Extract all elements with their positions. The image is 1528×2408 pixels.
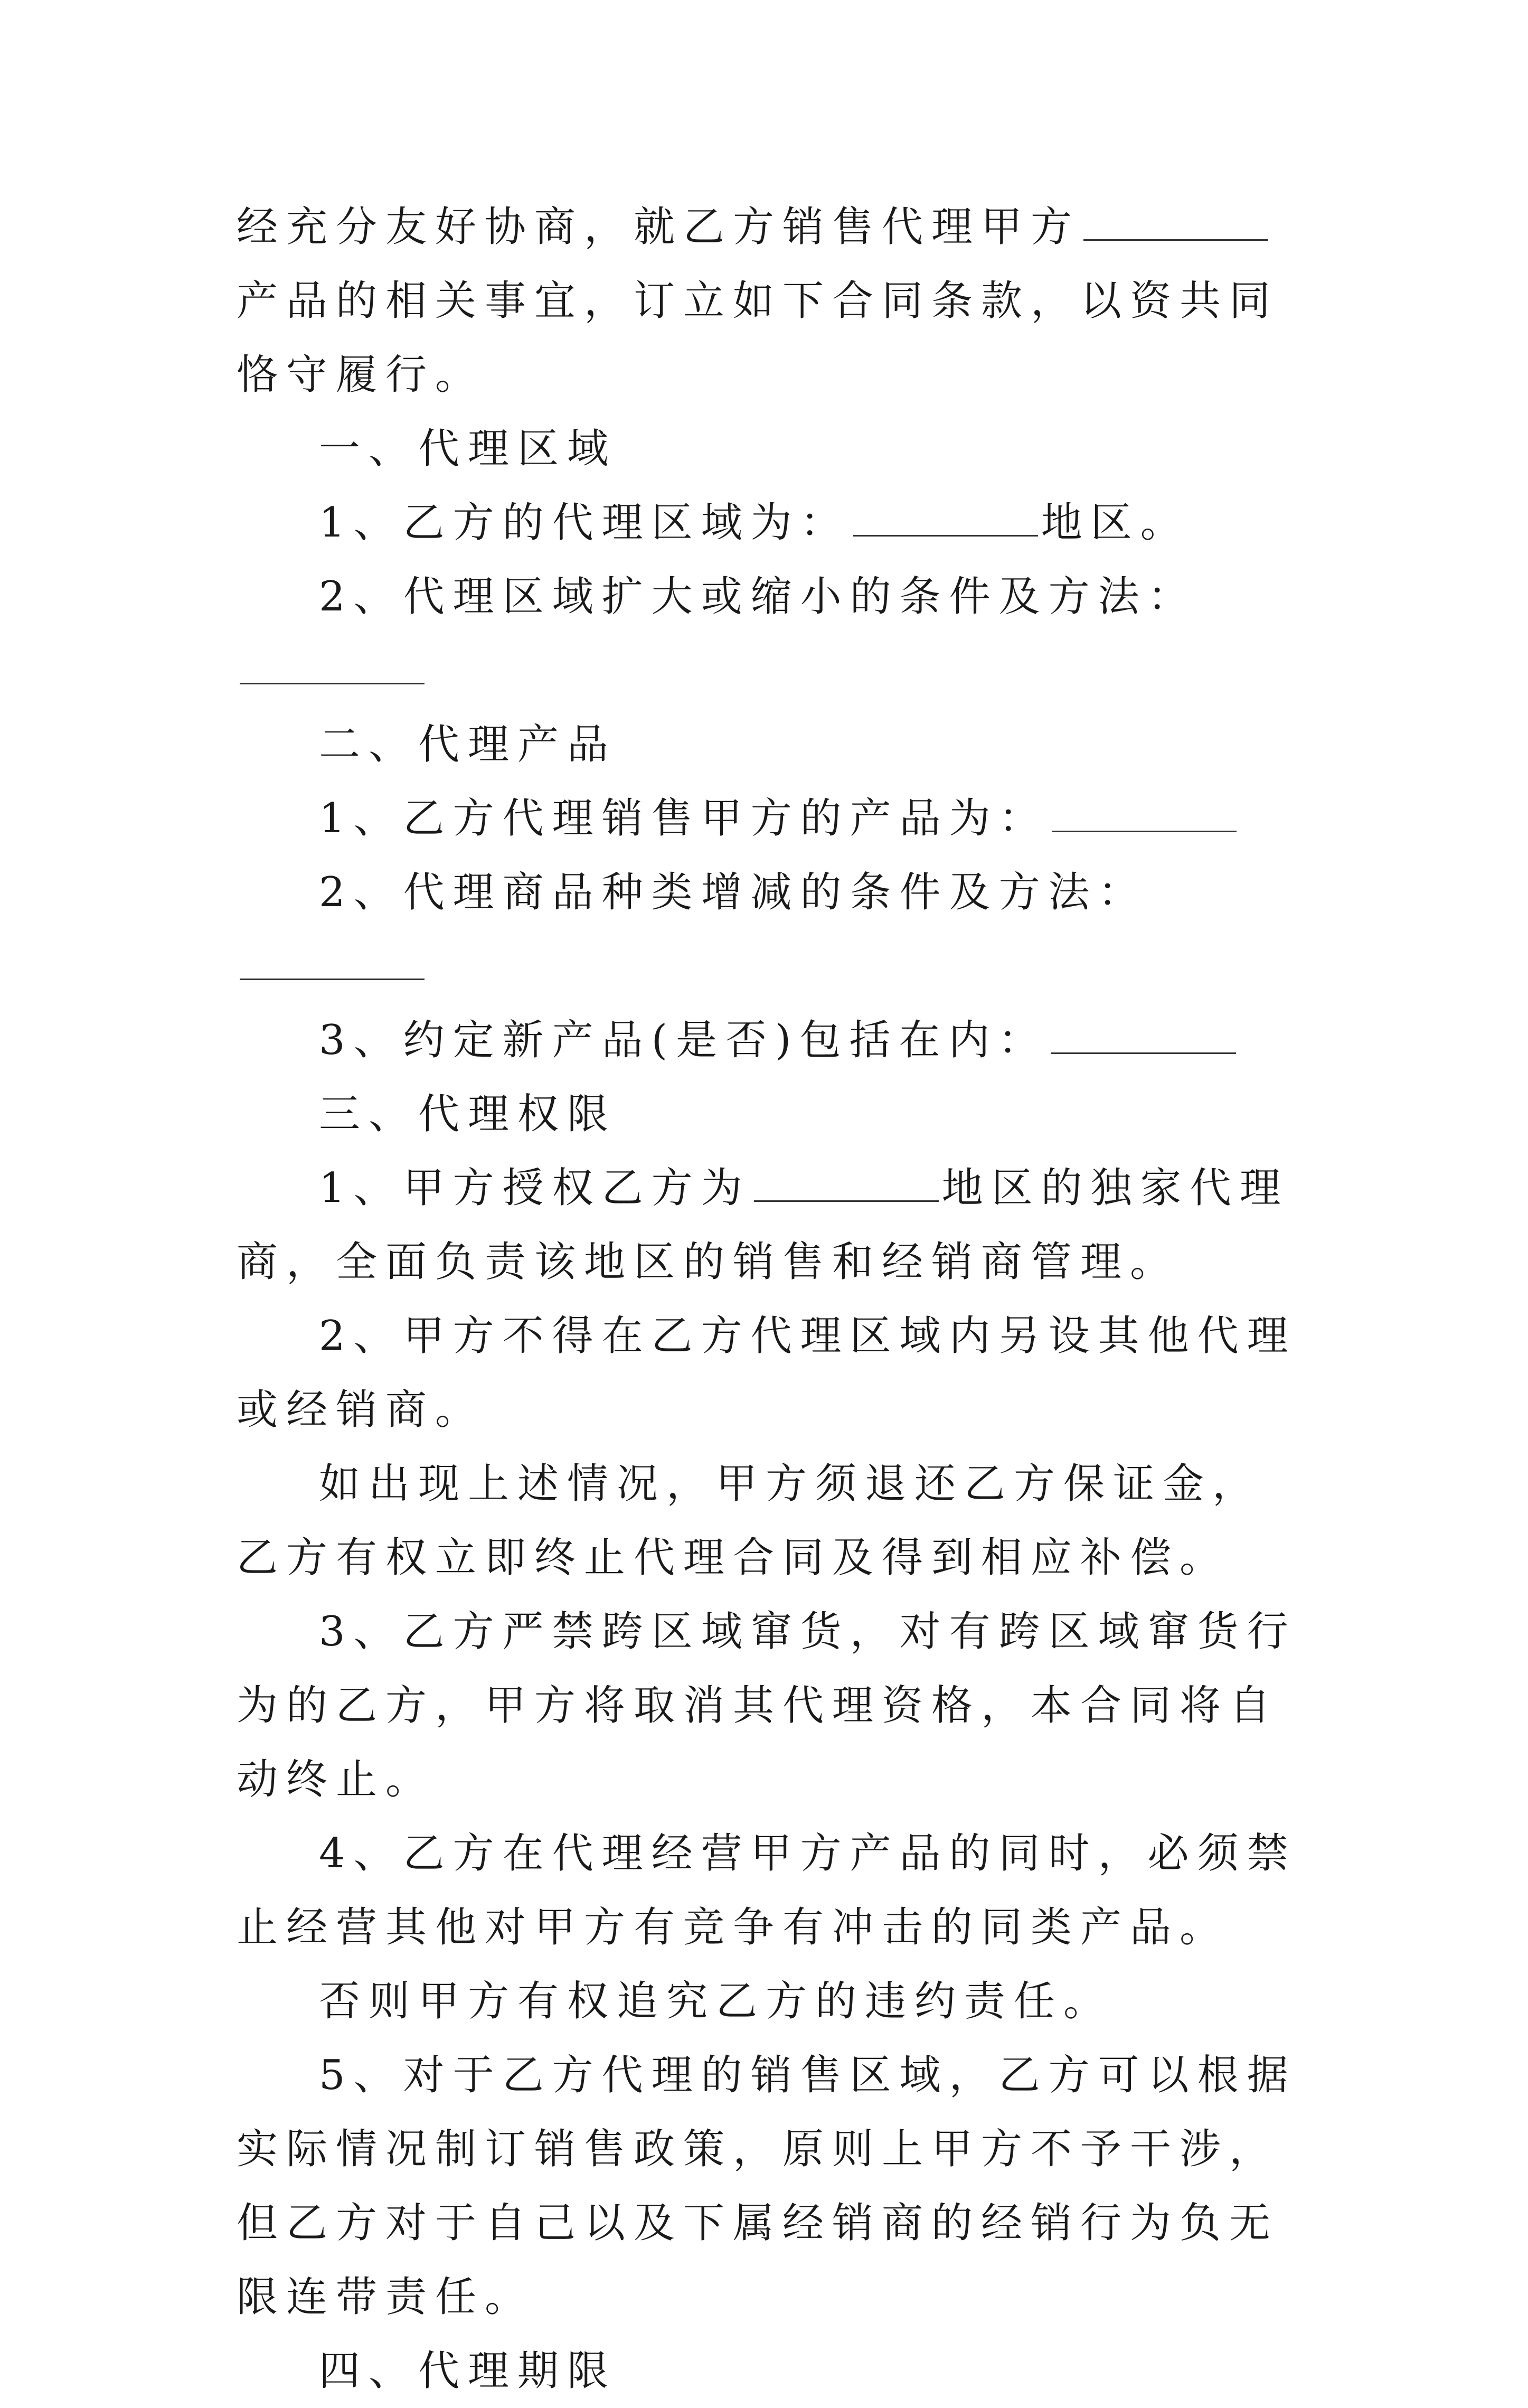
paragraph-text: 经充分友好协商，就乙方销售代理甲方	[237, 203, 1081, 251]
clause-authority-4-note	[237, 1964, 1308, 2038]
section-heading-authority	[237, 1077, 1308, 1151]
paragraph-text: 2、代理商品种类增减的条件及方法：	[319, 869, 1148, 916]
clause-authority-5	[237, 2038, 1308, 2334]
contract-body	[237, 190, 1308, 2408]
fill-in-blank	[240, 947, 425, 980]
heading-text: 三、代理权限	[319, 1090, 617, 1138]
heading-text: 一、代理区域	[319, 425, 617, 473]
paragraph-text: 产品的相关事宜，订立如下合同条款，以资共同恪守履行。	[237, 277, 1279, 399]
paragraph-text: 地区的独家代理商，全面负责该地区的销售和经销商管理。	[237, 1164, 1289, 1286]
clause-region-2	[237, 560, 1308, 708]
section-heading-term	[237, 2334, 1308, 2408]
paragraph-text: 地区。	[1041, 499, 1190, 547]
clause-authority-1	[237, 1151, 1308, 1299]
fill-in-blank	[853, 503, 1038, 537]
intro-paragraph	[237, 190, 1308, 412]
section-heading-region	[237, 412, 1308, 486]
clause-authority-3	[237, 1595, 1308, 1817]
paragraph-text: 2、代理区域扩大或缩小的条件及方法：	[319, 573, 1197, 620]
heading-text: 四、代理期限	[319, 2347, 617, 2395]
fill-in-blank	[1052, 799, 1237, 832]
paragraph-text: 如出现上述情况，甲方须退还乙方保证金，乙方有权立即终止代理合同及得到相应补偿。	[237, 1460, 1262, 1582]
paragraph-text: 2、甲方不得在乙方代理区域内另设其他代理或经销商。	[237, 1312, 1297, 1434]
clause-authority-2-note	[237, 1447, 1308, 1595]
clause-product-1	[237, 782, 1308, 855]
paragraph-text: 4、乙方在代理经营甲方产品的同时，必须禁止经营其他对甲方有竞争有冲击的同类产品。	[237, 1830, 1297, 1951]
paragraph-text: 1、乙方的代理区域为：	[319, 499, 850, 547]
section-heading-product	[237, 708, 1308, 782]
clause-authority-2	[237, 1299, 1308, 1447]
clause-product-2	[237, 855, 1308, 1003]
heading-text: 二、代理产品	[319, 721, 617, 768]
paragraph-text: 5、对于乙方代理的销售区域，乙方可以根据实际情况制订销售政策，原则上甲方不予干涉，但乙方对于自己以及下属经销商的经销行为负无限连带责任。	[237, 2052, 1297, 2321]
fill-in-blank	[240, 651, 425, 684]
fill-in-blank	[1051, 1021, 1236, 1054]
fill-in-blank	[1083, 208, 1268, 241]
paragraph-text: 3、约定新产品(是否)包括在内：	[319, 1017, 1048, 1064]
paragraph-text: 否则甲方有权追究乙方的违约责任。	[319, 1978, 1114, 2025]
paragraph-text: 3、乙方严禁跨区域窜货，对有跨区域窜货行为的乙方，甲方将取消其代理资格，本合同将自动终止。	[237, 1608, 1297, 1803]
paragraph-text: 1、甲方授权乙方为	[319, 1164, 751, 1212]
clause-authority-4	[237, 1817, 1308, 1964]
clause-region-1	[237, 486, 1308, 560]
paragraph-text: 1、乙方代理销售甲方的产品为：	[319, 795, 1049, 842]
fill-in-blank	[754, 1169, 939, 1202]
clause-product-3	[237, 1003, 1308, 1077]
